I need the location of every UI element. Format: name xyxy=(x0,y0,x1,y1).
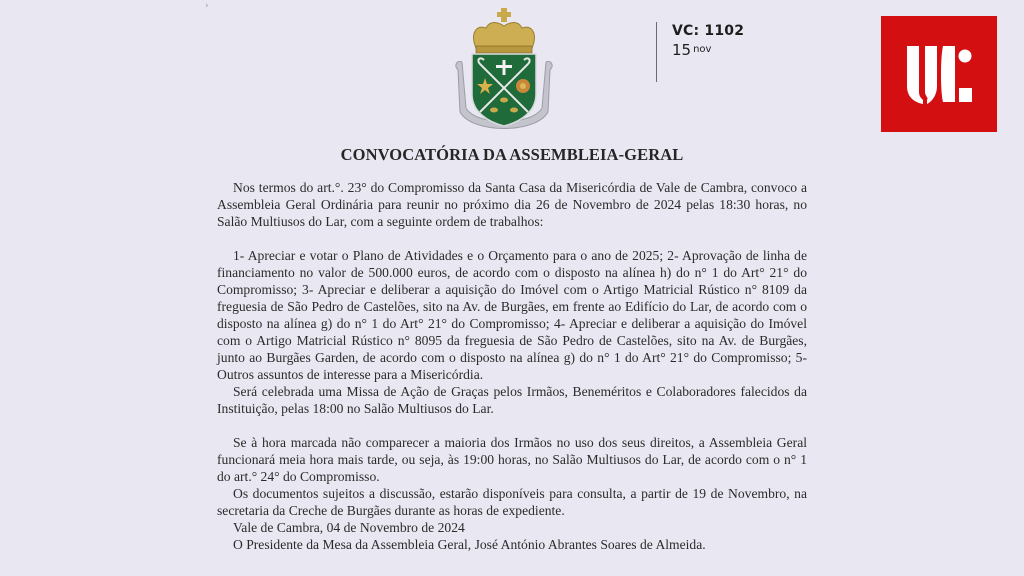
vc-logo-icon xyxy=(881,16,997,132)
signature-line: O Presidente da Mesa da Assembleia Geral, José António Abrantes Soares de Almeida. xyxy=(233,537,706,552)
mass-paragraph: Será celebrada uma Missa de Ação de Graças pelos Irmãos, Beneméritos e Colaboradores falecidos da Instituição, pelas 18:00 no Salão Multiusos do Lar. xyxy=(217,384,807,416)
document-body xyxy=(217,179,807,553)
quorum-paragraph: Se à hora marcada não comparecer a maioria dos Irmãos no uso dos seus direitos, a Assembleia Geral funcionará meia hora mais tarde, ou seja, às 19:00 horas, no Salão Multiusos do Lar, de acordo com o n° 1 do art.° 24° do Compromisso. xyxy=(217,435,807,484)
issue-date xyxy=(672,41,744,59)
issue-day: 15 xyxy=(672,41,692,59)
document-title: CONVOCATÓRIA DA ASSEMBLEIA-GERAL xyxy=(340,145,684,164)
issue-info xyxy=(656,22,744,82)
stray-mark: › xyxy=(205,1,209,11)
spacer xyxy=(217,230,807,247)
place-date-line: Vale de Cambra, 04 de Novembro de 2024 xyxy=(233,520,465,535)
spacer xyxy=(217,417,807,434)
issue-number: VC: 1102 xyxy=(672,23,745,39)
agenda-paragraph: 1- Apreciar e votar o Plano de Atividades e o Orçamento para o ano de 2025; 2- Aprovação de linha de financiamento no valor de 500.000 euros, de acordo com o disposto na alínea h) do n° 1 do Art° 21° do Compromisso; 3- Apreciar e deliberar a aquisição do Imóvel com o Artigo Matricial Rústico n° 8109 da freguesia de São Pedro de Castelões, sito na Av. de Burgães, em frente ao Edifício do Lar, de acordo com o disposto na alínea g) do n° 1 do Art° 21° do Compromisso; 4- Apreciar e deliberar a aquisição do Imóvel com o Artigo Matricial Rústico n° 8095 da freguesia de São Pedro de Castelões, sito na Av. de Burgães, junto ao Burgães Garden, de acordo com o disposto na alínea g) do n° 1 do Art° 21° do Compromisso; 5- Outros assuntos de interesse para a Misericórdia. xyxy=(217,248,807,382)
documents-paragraph: Os documentos sujeitos a discussão, estarão disponíveis para consulta, a partir de 19 de Novembro, na secretaria da Creche de Burgães durante as horas de expediente. xyxy=(217,486,807,518)
intro-paragraph: Nos termos do art.°. 23° do Compromisso da Santa Casa da Misericórdia de Vale de Cambra, convoco a Assembleia Geral Ordinária para reunir no próximo dia 26 de Novembro de 2024 pelas 18:30 horas, no Salão Multiusos do Lar, com a seguinte ordem de trabalhos: xyxy=(217,180,807,229)
issue-month: nov xyxy=(693,44,712,55)
santa-casa-crest-icon xyxy=(452,8,556,133)
